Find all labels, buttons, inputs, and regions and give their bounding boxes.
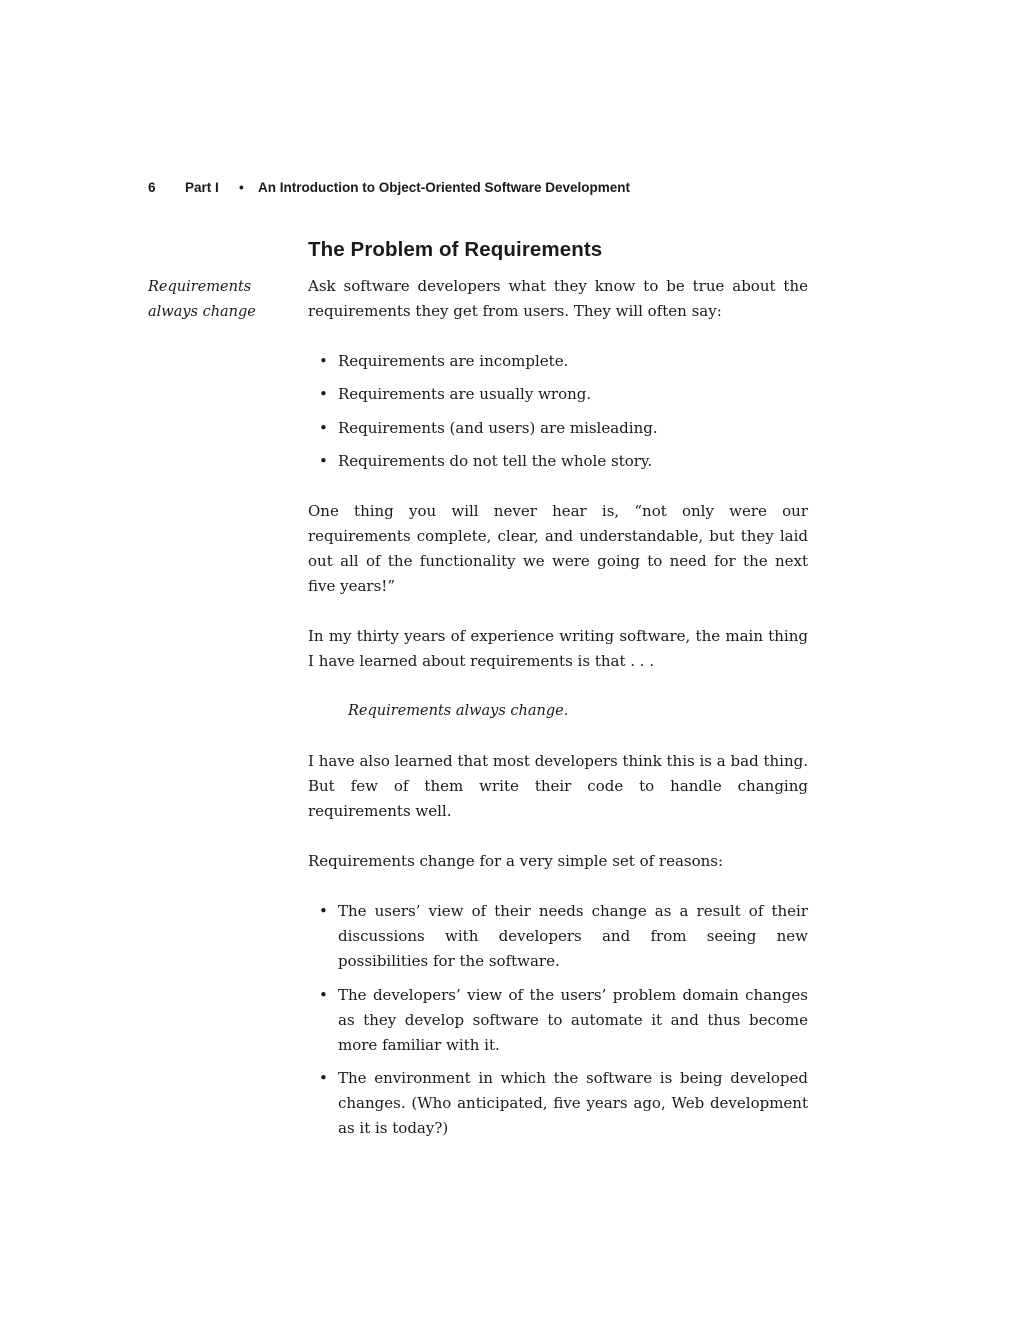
margin-note-line: Requirements: [148, 279, 252, 295]
part-label: Part I: [185, 180, 219, 195]
complaints-list: [308, 349, 808, 474]
paragraph: Requirements change for a very simple set of reasons:: [308, 852, 724, 871]
list-item: • The developers’ view of the users’ problem domain changes as they develop software to automate it and thus become more familiar with it.: [338, 983, 808, 1058]
list-item: • The users’ view of their needs change as a result of their discussions with developers and from seeing new possibilities for the software.: [338, 899, 808, 974]
margin-note: [148, 275, 288, 325]
list-item: • Requirements are usually wrong.: [338, 382, 808, 407]
list-item: • Requirements do not tell the whole story.: [338, 449, 808, 474]
book-title: An Introduction to Object-Oriented Software Development: [258, 180, 631, 195]
main-text: [308, 274, 808, 1166]
separator-bullet: •: [239, 180, 244, 195]
paragraph: One thing you will never hear is, “not only were our requirements complete, clear, and understandable, but they laid out all of the functionality we were going to need for the next five years!”: [308, 502, 808, 596]
section-title: The Problem of Requirements: [308, 238, 603, 261]
list-item: • Requirements are incomplete.: [338, 349, 808, 374]
reasons-list: [308, 899, 808, 1141]
list-item: • Requirements (and users) are misleading.: [338, 416, 808, 441]
pull-quote: Requirements always change.: [348, 703, 569, 720]
paragraph: In my thirty years of experience writing software, the main thing I have learned about requirements is that . . .: [308, 627, 808, 671]
paragraph: I have also learned that most developers think this is a bad thing. But few of them write their code to handle changing requirements well.: [308, 752, 808, 821]
intro-paragraph: Ask software developers what they know to be true about the requirements they get from users. They will often say:: [308, 277, 808, 320]
margin-note-line: always change: [148, 304, 256, 320]
page-number: 6: [148, 180, 156, 195]
list-item: • The environment in which the software is being developed changes. (Who anticipated, five years ago, Web development as it is today?): [338, 1066, 808, 1141]
